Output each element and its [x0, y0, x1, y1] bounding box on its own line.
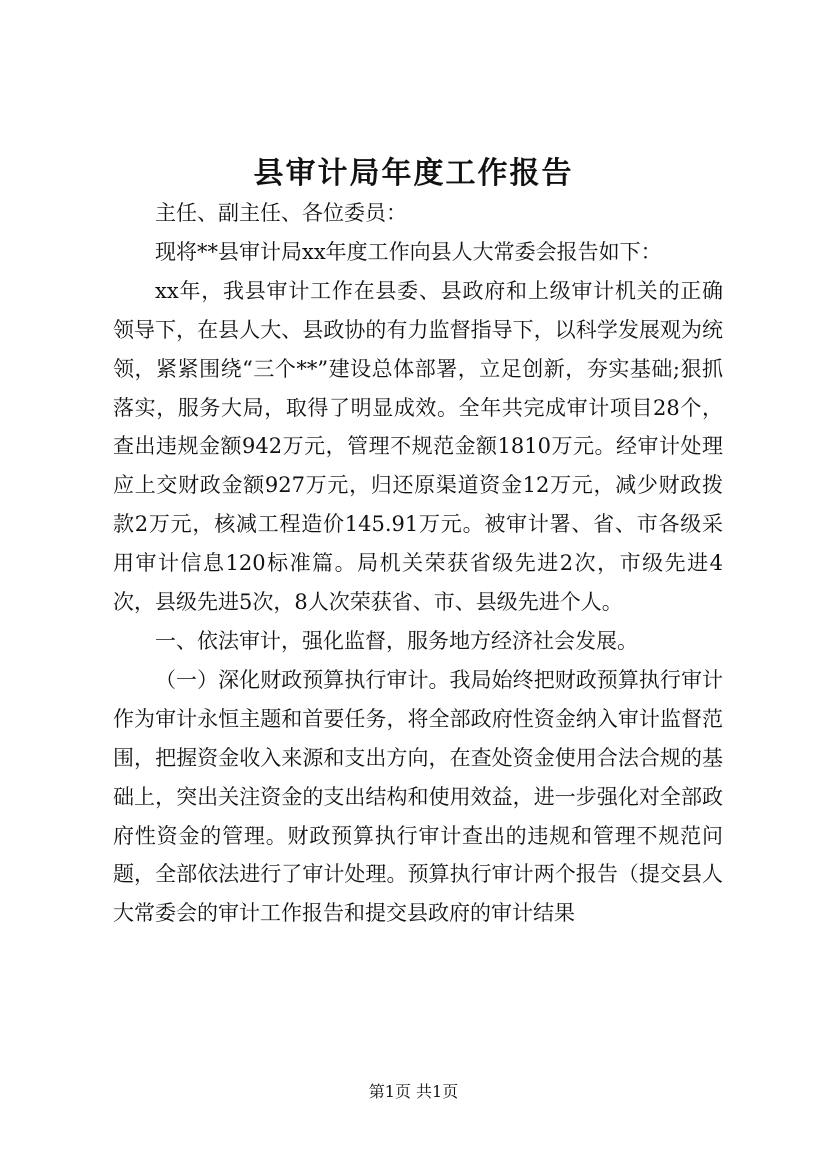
salutation-paragraph: 主任、副主任、各位委员：	[155, 201, 407, 225]
document-body	[113, 194, 723, 933]
section-heading: 一、依法审计，强化监督，服务地方经济社会发展。	[155, 628, 638, 653]
page-number-footer: 第1页 共1页	[368, 1082, 459, 1101]
subsection-paragraph: （一）深化财政预算执行审计。我局始终把财政预算执行审计作为审计永恒主题和首要任务，将全部政府性资金纳入审计监督范围，把握资金收入来源和支出方向，在查处资金使用合法合规的基础上，突出关注资金的支出结构和使用效益，进一步强化对全部政府性资金的管理。财政预算执行审计查出的违规和管理不规范问题，全部依法进行了审计处理。预算执行审计两个报告（提交县人大常委会的审计工作报告和提交县政府的审计结果	[113, 667, 723, 926]
summary-paragraph: xx年，我县审计工作在县委、县政府和上级审计机关的正确领导下，在县人大、县政协的有力监督指导下，以科学发展观为统领，紧紧围绕“三个**”建设总体部署，立足创新，夯实基础;狠抓落实，服务大局，取得了明显成效。全年共完成审计项目28个，查出违规金额942万元，管理不规范金额1810万元。经审计处理应上交财政金额927万元，归还原渠道资金12万元，减少财政拨款2万元，核减工程造价145.91万元。被审计署、省、市各级采用审计信息120标准篇。局机关荣获省级先进2次，市级先进4次，县级先进5次，8人次荣获省、市、县级先进个人。	[113, 278, 723, 615]
intro-paragraph: 现将**县审计局xx年度工作向县人大常委会报告如下：	[155, 239, 662, 264]
document-title: 县审计局年度工作报告	[253, 156, 574, 191]
